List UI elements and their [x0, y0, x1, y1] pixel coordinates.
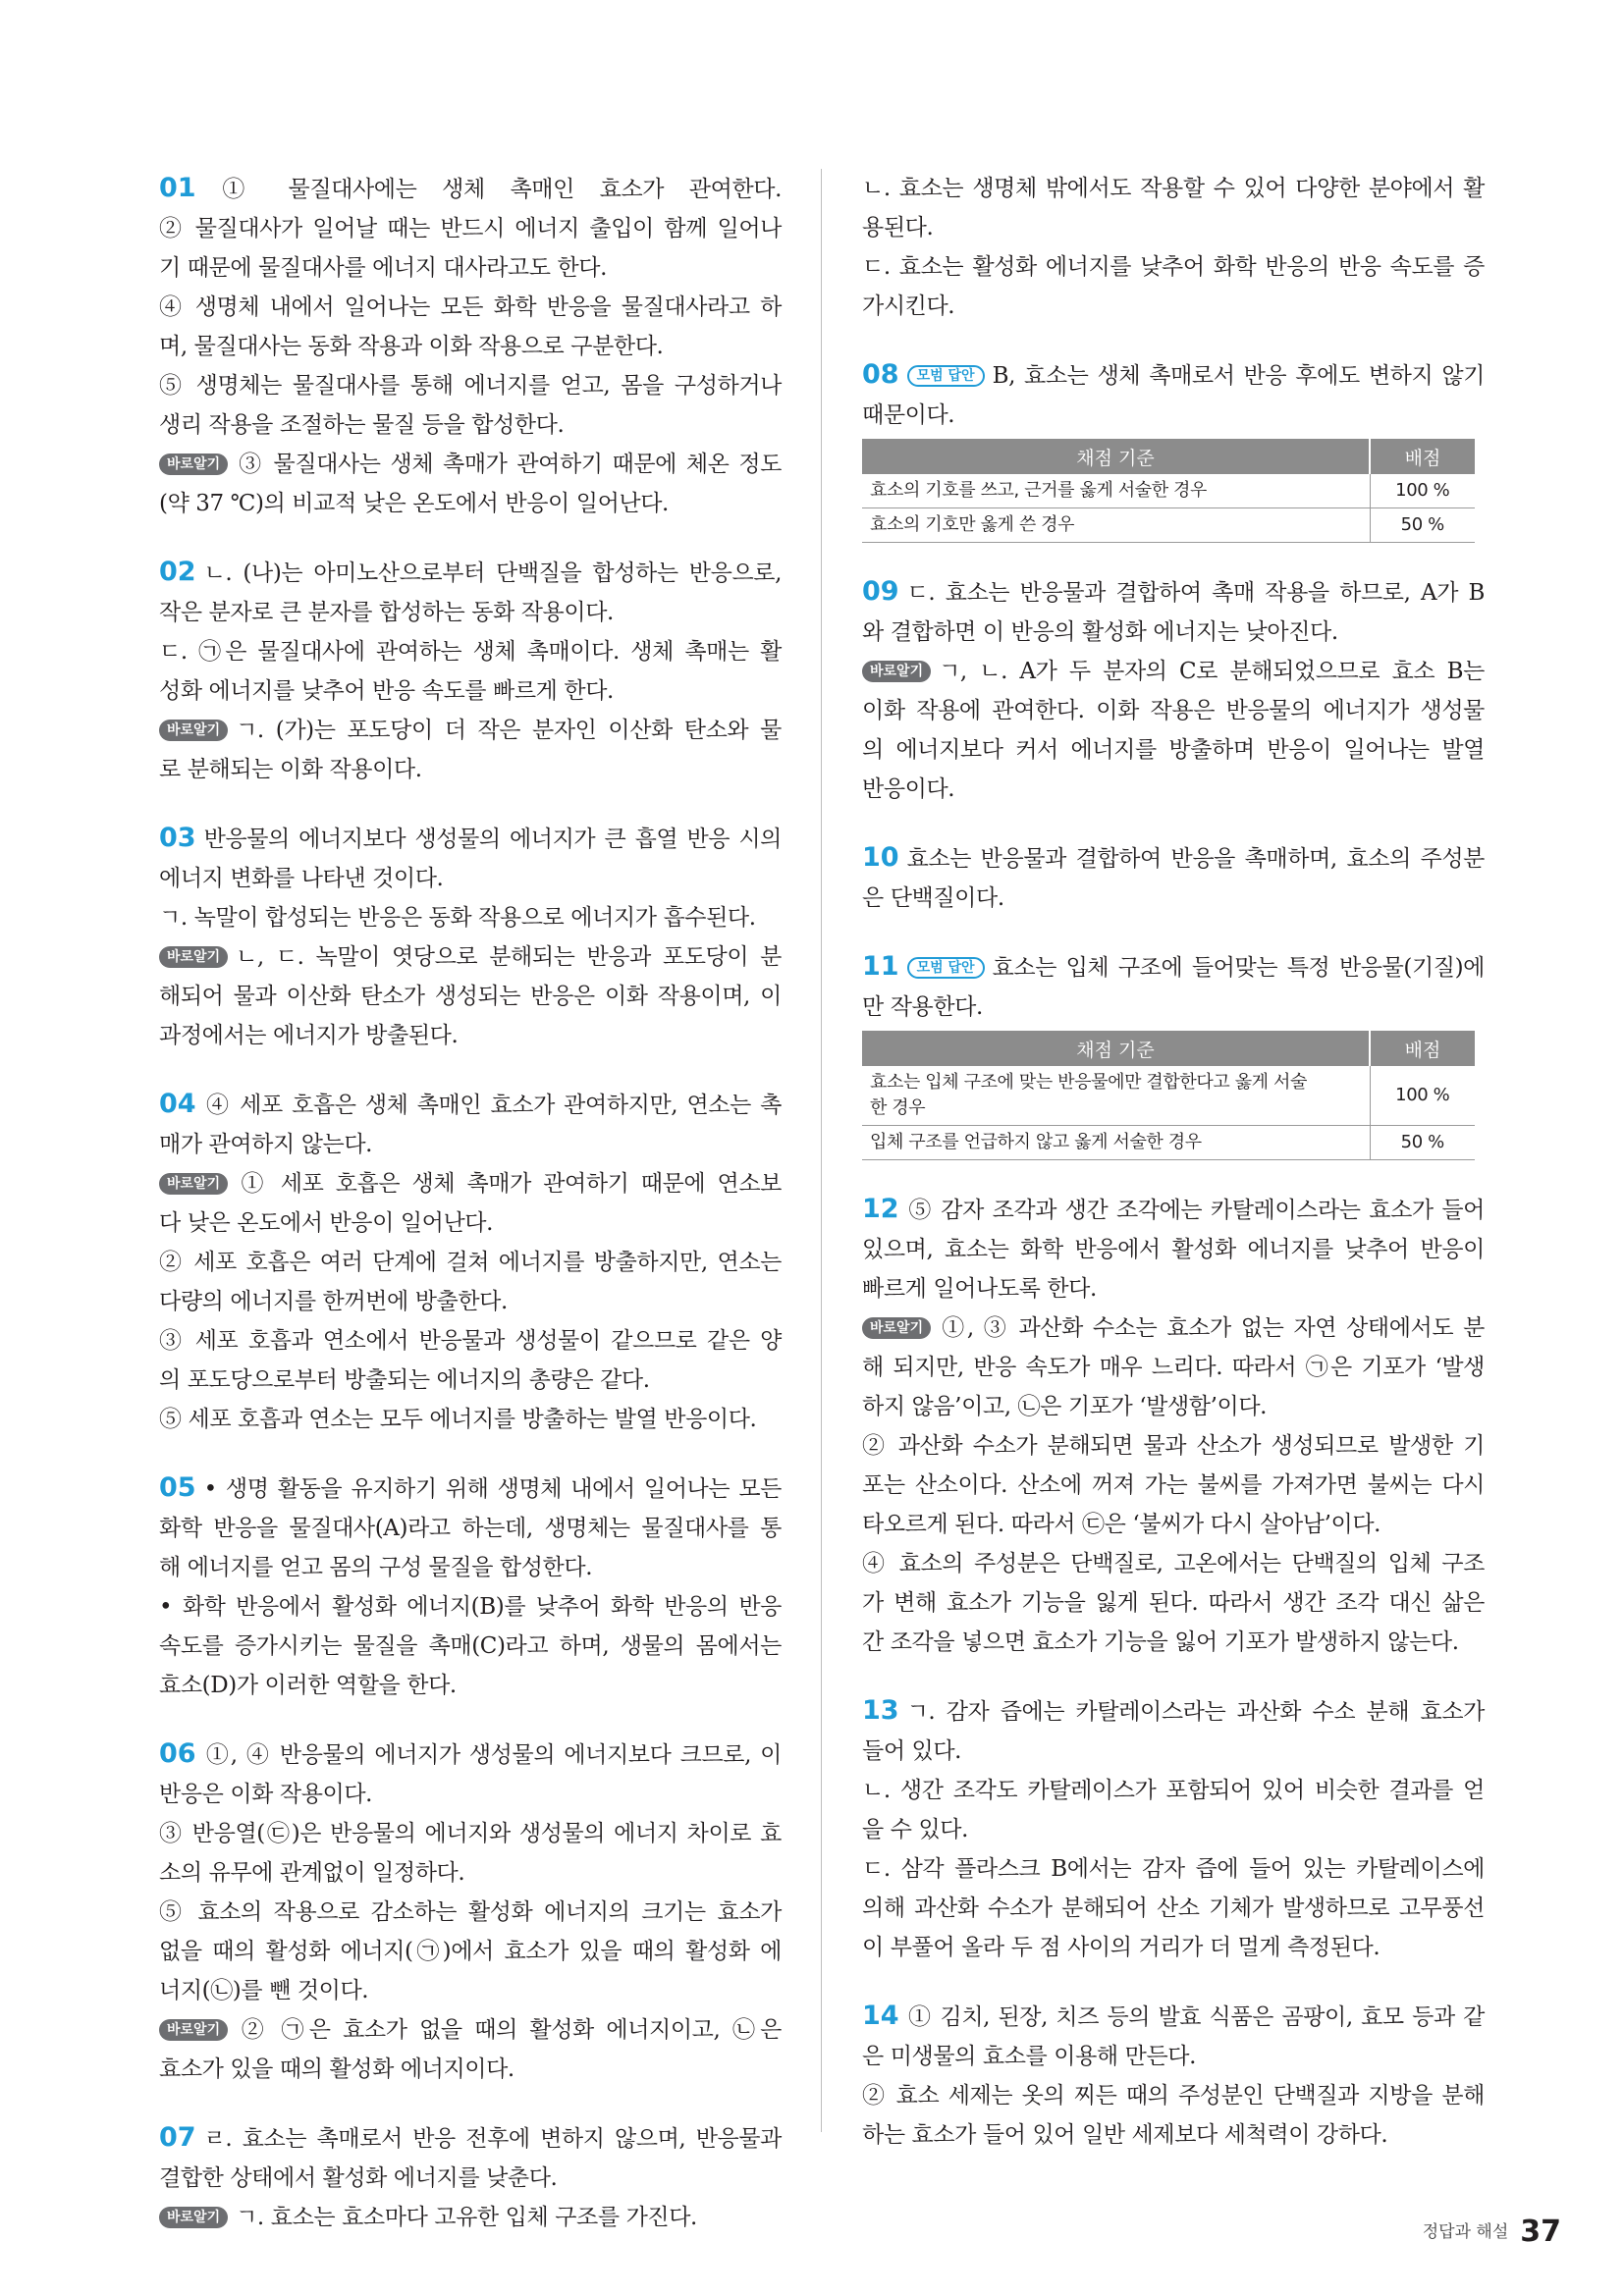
question-number: 08 [862, 359, 899, 390]
answer-11: 11 모범 답안 효소는 입체 구조에 들어맞는 특정 반응물(기질)에 만 작용한다. 채점 기준 배점 효소는 입체 구조에 맞는 반응물에만 결합한다고 옳게 서술 한 경우 100 % 입체 구조를 언급하지 않고 옳게 서술한 경우 50 % [862, 947, 1485, 1160]
correction-badge: 바로알기 [862, 661, 931, 682]
correction-badge: 바로알기 [159, 946, 228, 968]
answer-14: 14 ① 김치, 된장, 치즈 등의 발효 식품은 곰팡이, 효모 등과 같 은 미생물의 효소를 이용해 만든다. ② 효소 세제는 옷의 찌든 때의 주성분인 단백질과 지방을 분해 하는 효소가 들어 있어 일반 세제보다 세척력이 강하다. [862, 2001, 1485, 2148]
answer-03: 03 반응물의 에너지보다 생성물의 에너지가 큰 흡열 반응 시의 에너지 변화를 나타낸 것이다. ㄱ. 녹말이 합성되는 반응은 동화 작용으로 에너지가 흡수된다. 바로알기 ㄴ, ㄷ. 녹말이 엿당으로 분해되는 반응과 포도당이 분 해되어 물과 이산화 탄소가 생성되는 반응은 이화 작용이며, 이 과정에서는 에너지가 방출된다. [159, 823, 782, 1048]
answer-07-continued: ㄴ. 효소는 생명체 밖에서도 작용할 수 있어 다양한 분야에서 활 용된다. ㄷ. 효소는 활성화 에너지를 낮추어 화학 반응의 반응 속도를 증 가시킨다. [862, 176, 1485, 319]
question-number: 10 [862, 842, 899, 873]
criteria-header: 채점 기준 [862, 439, 1370, 474]
points-header: 배점 [1370, 1031, 1475, 1066]
answer-07: 07 ㄹ. 효소는 촉매로서 반응 전후에 변하지 않으며, 반응물과 결합한 상태에서 활성화 에너지를 낮춘다. 바로알기 ㄱ. 효소는 효소마다 고유한 입체 구조를 가진다. [159, 2122, 782, 2230]
answer-06: 06 ①, ④ 반응물의 에너지가 생성물의 에너지보다 크므로, 이 반응은 이화 작용이다. ③ 반응열(㉢)은 반응물의 에너지와 생성물의 에너지 차이로 효 소의 유무에 관계없이 일정하다. ⑤ 효소의 작용으로 감소하는 활성화 에너지의 크기는 효소가 없을 때의 활성화 에너지(㉠)에서 효소가 있을 때의 활성화 에 너지(㉡)를 뺀 것이다. 바로알기 ② ㉠은 효소가 없을 때의 활성화 에너지이고, ㉡은 효소가 있을 때의 활성화 에너지이다. [159, 1738, 782, 2082]
answer-01: 01 ① 물질대사에는 생체 촉매인 효소가 관여한다. ② 물질대사가 일어날 때는 반드시 에너지 출입이 함께 일어나 기 때문에 물질대사를 에너지 대사라고도 한다. ④ 생명체 내에서 일어나는 모든 화학 반응을 물질대사라고 하 며, 물질대사는 동화 작용과 이화 작용으로 구분한다. ⑤ 생명체는 물질대사를 통해 에너지를 얻고, 몸을 구성하거나 생리 작용을 조절하는 물질 등을 합성한다. 바로알기 ③ 물질대사는 생체 촉매가 관여하기 때문에 체온 정도 (약 37 ℃)의 비교적 낮은 온도에서 반응이 일어난다. [159, 173, 782, 516]
table-row: 입체 구조를 언급하지 않고 옳게 서술한 경우 50 % [862, 1126, 1475, 1160]
question-number: 06 [159, 1738, 196, 1769]
answer-02: 02 ㄴ. (나)는 아미노산으로부터 단백질을 합성하는 반응으로, 작은 분자로 큰 분자를 합성하는 동화 작용이다. ㄷ. ㉠은 물질대사에 관여하는 생체 촉매이다. 생체 촉매는 활 성화 에너지를 낮추어 반응 속도를 빠르게 한다. 바로알기 ㄱ. (가)는 포도당이 더 작은 분자인 이산화 탄소와 물 로 분해되는 이화 작용이다. [159, 557, 782, 782]
question-number: 01 [159, 173, 196, 203]
correction-badge: 바로알기 [159, 454, 228, 475]
page-number: 37 [1520, 2215, 1561, 2249]
points-header: 배점 [1370, 439, 1475, 474]
answer-04: 04 ④ 세포 호흡은 생체 촉매인 효소가 관여하지만, 연소는 촉 매가 관여하지 않는다. 바로알기 ① 세포 호흡은 생체 촉매가 관여하기 때문에 연소보 다 낮은 온도에서 반응이 일어난다. ② 세포 호흡은 여러 단계에 걸쳐 에너지를 방출하지만, 연소는 다량의 에너지를 한꺼번에 방출한다. ③ 세포 호흡과 연소에서 반응물과 생성물이 같으므로 같은 양 의 포도당으로부터 방출되는 에너지의 총량은 같다. ⑤ 세포 호흡과 연소는 모두 에너지를 방출하는 발열 반응이다. [159, 1089, 782, 1432]
model-answer-badge: 모범 답안 [907, 365, 985, 387]
question-number: 09 [862, 576, 899, 607]
question-number: 02 [159, 557, 196, 587]
question-number: 04 [159, 1089, 196, 1119]
question-number: 07 [159, 2122, 196, 2153]
question-number: 12 [862, 1194, 899, 1224]
scoring-table [862, 439, 1475, 543]
question-number: 03 [159, 823, 196, 853]
criteria-header: 채점 기준 [862, 1031, 1370, 1066]
footer-label: 정답과 해설 [1422, 2222, 1509, 2242]
question-number: 05 [159, 1472, 196, 1503]
right-column [862, 169, 1485, 2184]
model-answer-badge: 모범 답안 [907, 957, 985, 979]
table-row: 효소의 기호만 옳게 쓴 경우 50 % [862, 508, 1475, 543]
answer-05: 05 • 생명 활동을 유지하기 위해 생명체 내에서 일어나는 모든 화학 반응을 물질대사(A)라고 하는데, 생명체는 물질대사를 통 해 에너지를 얻고 몸의 구성 물질을 합성한다. • 화학 반응에서 활성화 에너지(B)를 낮추어 화학 반응의 반응 속도를 증가시키는 물질을 촉매(C)라고 하며, 생물의 몸에서는 효소(D)가 이러한 역할을 한다. [159, 1472, 782, 1698]
correction-badge: 바로알기 [862, 1317, 931, 1339]
answer-08: 08 모범 답안 B, 효소는 생체 촉매로서 반응 후에도 변하지 않기 때문이다. 채점 기준 배점 효소의 기호를 쓰고, 근거를 옳게 서술한 경우 100 % 효소의 기호만 옳게 쓴 경우 50 % [862, 355, 1485, 543]
correction-badge: 바로알기 [159, 720, 228, 741]
answer-09: 09 ㄷ. 효소는 반응물과 결합하여 촉매 작용을 하므로, A가 B 와 결합하면 이 반응의 활성화 에너지는 낮아진다. 바로알기 ㄱ, ㄴ. A가 두 분자의 C로 분해되었으므로 효소 B는 이화 작용에 관여한다. 이화 작용은 반응물의 에너지가 생성물 의 에너지보다 커서 에너지를 방출하며 반응이 일어나는 발열 반응이다. [862, 576, 1485, 802]
correction-badge: 바로알기 [159, 1173, 228, 1195]
table-row: 효소는 입체 구조에 맞는 반응물에만 결합한다고 옳게 서술 한 경우 100 % [862, 1066, 1475, 1126]
left-column [159, 169, 782, 2267]
question-number: 13 [862, 1695, 899, 1726]
correction-badge: 바로알기 [159, 2019, 228, 2041]
answer-10: 10 효소는 반응물과 결합하여 반응을 촉매하며, 효소의 주성분 은 단백질이다. [862, 842, 1485, 911]
column-divider [821, 169, 822, 2132]
scoring-table [862, 1031, 1475, 1160]
question-number: 11 [862, 951, 899, 982]
correction-badge: 바로알기 [159, 2207, 228, 2228]
answer-12: 12 ⑤ 감자 조각과 생간 조각에는 카탈레이스라는 효소가 들어 있으며, 효소는 화학 반응에서 활성화 에너지를 낮추어 반응이 빠르게 일어나도록 한다. 바로알기 ①, ③ 과산화 수소는 효소가 없는 자연 상태에서도 분 해 되지만, 반응 속도가 매우 느리다. 따라서 ㉠은 기포가 ‘발생 하지 않음’이고, ㉡은 기포가 ‘발생함’이다. ② 과산화 수소가 분해되면 물과 산소가 생성되므로 발생한 기 포는 산소이다. 산소에 꺼져 가는 불씨를 가져가면 불씨는 다시 타오르게 된다. 따라서 ㉢은 ‘불씨가 다시 살아남’이다. ④ 효소의 주성분은 단백질로, 고온에서는 단백질의 입체 구조 가 변해 효소가 기능을 잃게 된다. 따라서 생간 조각 대신 삶은 간 조각을 넣으면 효소가 기능을 잃어 기포가 발생하지 않는다. [862, 1194, 1485, 1655]
answer-13: 13 ㄱ. 감자 즙에는 카탈레이스라는 과산화 수소 분해 효소가 들어 있다. ㄴ. 생간 조각도 카탈레이스가 포함되어 있어 비슷한 결과를 얻 을 수 있다. ㄷ. 삼각 플라스크 B에서는 감자 즙에 들어 있는 카탈레이스에 의해 과산화 수소가 분해되어 산소 기체가 발생하므로 고무풍선 이 부풀어 올라 두 점 사이의 거리가 더 멀게 측정된다. [862, 1695, 1485, 1960]
table-row: 효소의 기호를 쓰고, 근거를 옳게 서술한 경우 100 % [862, 474, 1475, 508]
question-number: 14 [862, 2001, 899, 2031]
page-footer [1423, 2215, 1561, 2249]
